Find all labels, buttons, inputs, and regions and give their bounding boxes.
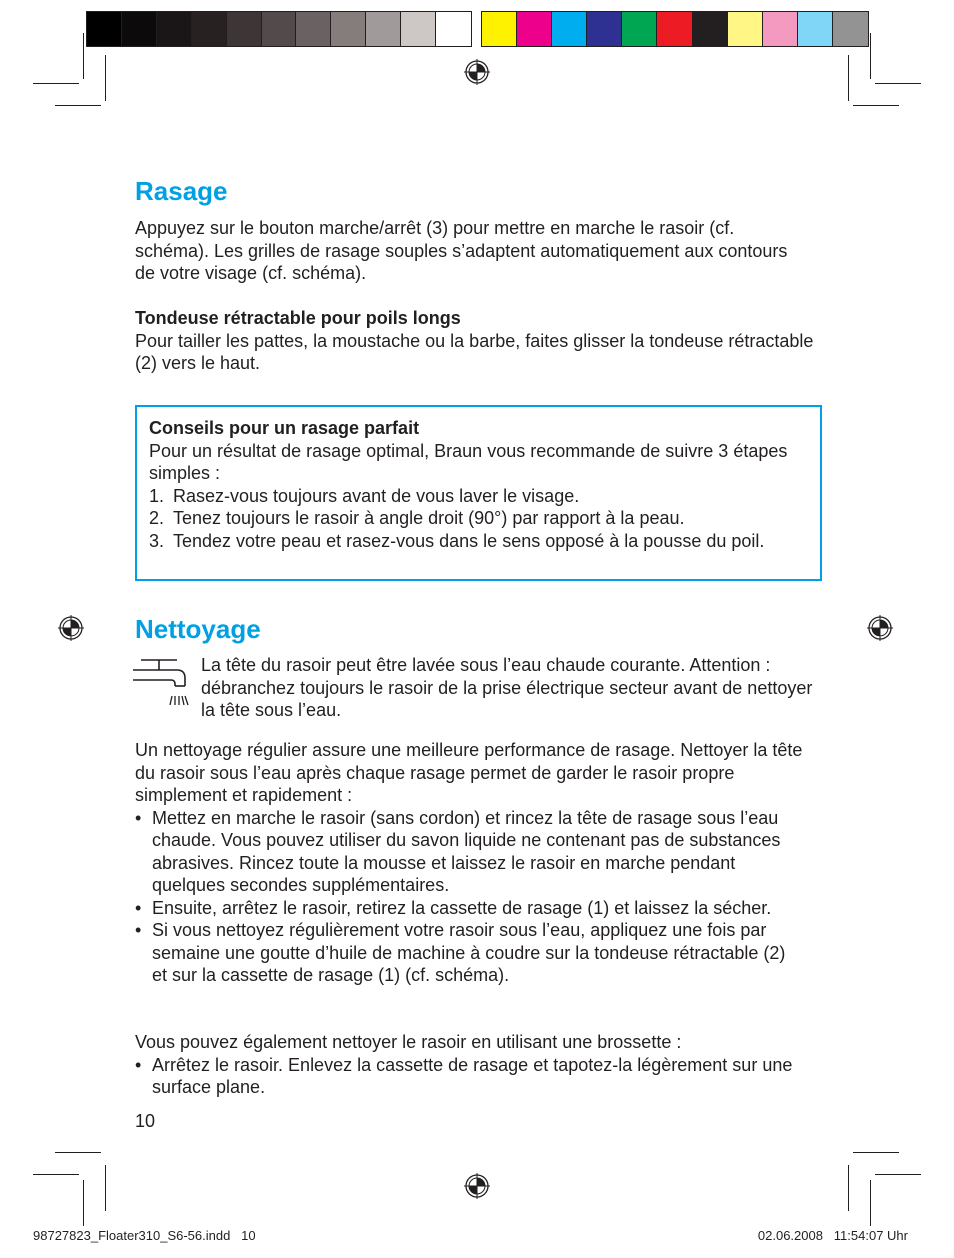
list-item: • Arrêtez le rasoir. Enlevez la cassette de rasage et tapotez-la légèrement sur une surface plane. <box>135 1054 825 1099</box>
color-bar <box>481 11 869 47</box>
step-number: 1. <box>149 485 165 506</box>
list-item: • Mettez en marche le rasoir (sans cordon) et rincez la tête de rasage sous l’eau chaude. Vous pouvez utiliser du savon liquide ne contenant pas de substances abrasives. Rincez toute la mousse et laissez le rasoir en marche pendant quelques secondes supplémentaires. <box>135 807 825 897</box>
tips-steps <box>149 485 808 553</box>
section-title-nettoyage: Nettoyage <box>135 614 261 644</box>
color-swatch <box>763 12 798 46</box>
crop-mark <box>875 1174 921 1175</box>
slug-timestamp: 02.06.2008 11:54:07 Uhr <box>757 1228 908 1243</box>
color-swatch <box>366 12 401 46</box>
step-number: 2. <box>149 508 165 528</box>
list-item <box>149 507 808 530</box>
color-swatch <box>331 12 366 46</box>
color-swatch <box>833 12 868 46</box>
color-swatch <box>87 12 122 46</box>
color-swatch <box>517 12 552 46</box>
color-swatch <box>157 12 192 46</box>
crop-mark <box>55 105 101 106</box>
step-text: Tendez votre peau et rasez-vous dans le sens opposé à la pousse du poil. <box>173 530 765 551</box>
trimmer-text: Pour tailler les pattes, la moustache ou la barbe, faites glisser la tondeuse rétractable (2) vers le haut. <box>135 330 814 373</box>
color-swatch <box>482 12 517 46</box>
crop-mark <box>55 1152 101 1153</box>
regular-cleaning <box>135 739 825 987</box>
color-swatch <box>262 12 297 46</box>
crop-mark <box>853 1152 899 1153</box>
registration-mark-icon <box>58 615 84 641</box>
list-item <box>149 530 808 553</box>
trimmer-block <box>135 307 835 375</box>
step-text: Rasez-vous toujours avant de vous laver le visage. <box>173 485 580 506</box>
crop-mark <box>870 1180 871 1226</box>
crop-mark <box>83 1180 84 1226</box>
faucet-icon <box>133 656 193 712</box>
list-item: • Si vous nettoyez régulièrement votre rasoir sous l’eau, appliquez une fois par semaine une goutte d’huile de machine à coudre sur la tondeuse rétractable (2) et sur la cassette de rasage (1) (cf. schéma). <box>135 919 825 987</box>
trimmer-heading: Tondeuse rétractable pour poils longs <box>135 308 461 328</box>
color-swatch <box>728 12 763 46</box>
crop-mark <box>875 83 921 84</box>
crop-mark <box>33 1174 79 1175</box>
color-swatch <box>401 12 436 46</box>
tips-title: Conseils pour un rasage parfait <box>149 418 420 438</box>
section-title-rasage: Rasage <box>135 176 228 206</box>
color-swatch <box>693 12 728 46</box>
brush-bullets <box>135 1054 825 1099</box>
crop-mark <box>848 1165 849 1211</box>
page-number: 10 <box>135 1111 156 1131</box>
color-swatch <box>657 12 692 46</box>
color-swatch <box>122 12 157 46</box>
registration-mark-icon <box>464 59 490 85</box>
brush-cleaning <box>135 1031 825 1099</box>
step-number: 3. <box>149 530 165 551</box>
registration-mark-icon <box>867 615 893 641</box>
color-swatch <box>798 12 833 46</box>
list-item: • Ensuite, arrêtez le rasoir, retirez la cassette de rasage (1) et laissez la sécher. <box>135 897 825 920</box>
slug-filename: 98727823_Floater310_S6-56.indd 10 <box>33 1228 256 1243</box>
brush-intro: Vous pouvez également nettoyer le rasoir en utilisant une brossette : <box>135 1032 682 1052</box>
color-swatch <box>552 12 587 46</box>
color-swatch <box>436 12 471 46</box>
registration-mark-icon <box>464 1173 490 1199</box>
list-item <box>149 485 808 508</box>
crop-mark <box>848 55 849 101</box>
crop-mark <box>105 1165 106 1211</box>
crop-mark <box>853 105 899 106</box>
grayscale-bar <box>86 11 472 47</box>
tips-intro: Pour un résultat de rasage optimal, Braun vous recommande de suivre 3 étapes simples : <box>149 440 788 483</box>
faucet-note: La tête du rasoir peut être lavée sous l’eau chaude courante. Attention : débranchez toujours le rasoir de la prise électrique secteur avant de nettoyer la tête sous l’eau. <box>201 655 813 720</box>
regular-intro: Un nettoyage régulier assure une meilleure performance de rasage. Nettoyer la tête du rasoir sous l’eau après chaque rasage permet de garder le rasoir propre simplement et rapidement : <box>135 740 803 805</box>
regular-bullets <box>135 807 825 987</box>
color-swatch <box>622 12 657 46</box>
crop-mark <box>870 33 871 79</box>
color-swatch <box>296 12 331 46</box>
color-swatch <box>192 12 227 46</box>
crop-mark <box>105 55 106 101</box>
tips-box <box>135 405 822 581</box>
color-swatch <box>227 12 262 46</box>
crop-mark <box>83 33 84 79</box>
step-text: Tenez toujours le rasoir à angle droit (90°) par rapport à la peau. <box>173 508 685 528</box>
crop-mark <box>33 83 79 84</box>
rasage-intro: Appuyez sur le bouton marche/arrêt (3) pour mettre en marche le rasoir (cf. schéma). Les grilles de rasage souples s’adaptent automatiquement aux contours de votre visage (cf. schéma). <box>135 218 788 283</box>
color-swatch <box>587 12 622 46</box>
